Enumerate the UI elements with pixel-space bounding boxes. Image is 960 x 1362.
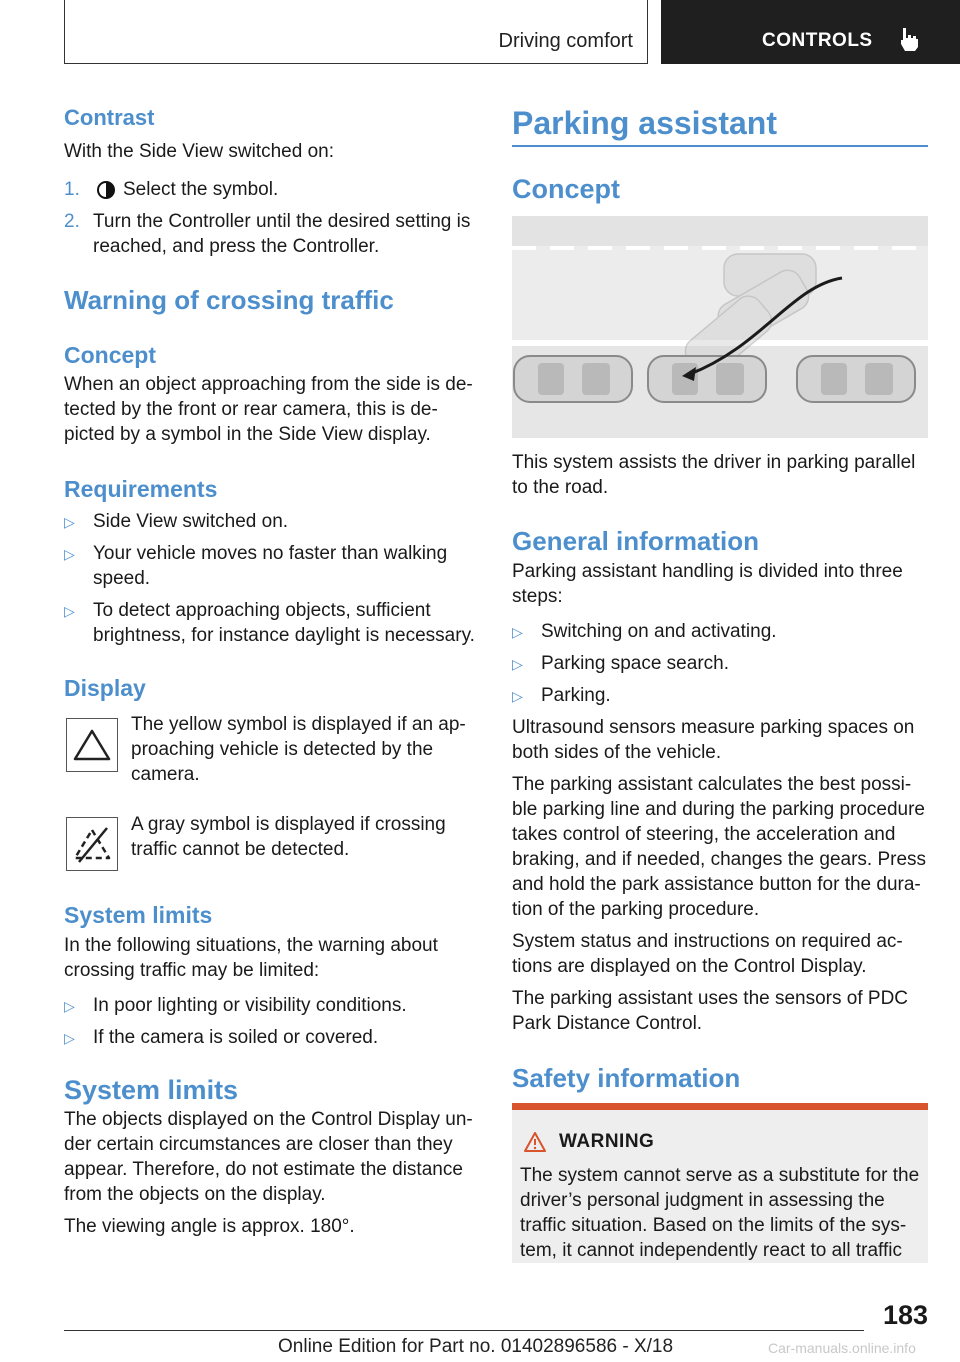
step-1-text: Select the symbol. xyxy=(123,179,279,200)
concept-line: When an object approaching from the side is de- xyxy=(64,374,473,395)
step-2 xyxy=(64,209,484,257)
concept-heading: Concept xyxy=(64,342,156,368)
warning-triangle-icon xyxy=(524,1132,546,1152)
status-text: tions are displayed on the Control Display. xyxy=(512,956,867,977)
requirement-text: To detect approaching objects, sufficient xyxy=(93,600,431,621)
bullet-triangle-icon: ▷ xyxy=(64,514,75,530)
limit-item xyxy=(64,993,407,1019)
system-limits-heading: System limits xyxy=(64,902,213,928)
requirement-item xyxy=(64,541,448,589)
edition-text: Online Edition for Part no. 01402896586 - X/18 xyxy=(278,1336,674,1357)
step-item xyxy=(512,651,729,677)
requirement-text: speed. xyxy=(93,568,151,589)
display-yellow-text: proaching vehicle is detected by the xyxy=(131,739,434,760)
watermark: Car-manuals.online.info xyxy=(768,1340,916,1356)
requirement-item xyxy=(64,509,289,535)
general-intro: Parking assistant handling is divided into three xyxy=(512,561,903,582)
procedure-text: takes control of steering, the acceleration and xyxy=(512,824,896,845)
warning-box xyxy=(512,1103,928,1263)
header-section-box xyxy=(64,0,648,64)
warning-text: driver’s personal judgment in assessing the xyxy=(520,1190,885,1211)
step-2-number: 2. xyxy=(64,211,80,232)
display-gray-text: A gray symbol is displayed if crossing xyxy=(131,814,446,835)
contrast-icon[interactable] xyxy=(96,180,116,200)
header-chapter-title: CONTROLS xyxy=(762,30,873,51)
bullet-triangle-icon: ▷ xyxy=(512,624,523,640)
limits-intro: crossing traffic may be limited: xyxy=(64,960,320,981)
bullet-triangle-icon: ▷ xyxy=(512,656,523,672)
contrast-intro: With the Side View switched on: xyxy=(64,141,335,162)
parallel-parking-illustration xyxy=(512,216,928,438)
warning-bar xyxy=(512,1103,928,1110)
procedure-text: braking, and if needed, changes the gears. Press xyxy=(512,849,927,870)
limits2-line: The objects displayed on the Control Display un- xyxy=(64,1109,473,1130)
warning-text: The system cannot serve as a substitute for the xyxy=(520,1165,920,1186)
bullet-triangle-icon: ▷ xyxy=(64,1030,75,1046)
pdc-text: Park Distance Control. xyxy=(512,1013,703,1034)
limits2-line: from the objects on the display. xyxy=(64,1184,326,1205)
viewing-angle-text: The viewing angle is approx. 180°. xyxy=(64,1216,355,1237)
requirements-heading: Requirements xyxy=(64,476,218,502)
warning-text: traffic situation. Based on the limits of the sys- xyxy=(520,1215,907,1236)
warning-label: WARNING xyxy=(559,1131,655,1152)
procedure-text: and hold the park assistance button for the dura- xyxy=(512,874,921,895)
page-number: 183 xyxy=(882,1300,928,1330)
bullet-triangle-icon: ▷ xyxy=(64,998,75,1014)
limit-text: In poor lighting or visibility conditions. xyxy=(93,995,407,1016)
step-text: Parking. xyxy=(541,685,611,706)
crossing-warning-icon xyxy=(66,718,118,772)
limits2-line: der certain circumstances are closer than they xyxy=(64,1134,453,1155)
ultrasound-text: both sides of the vehicle. xyxy=(512,742,722,763)
requirement-text: Side View switched on. xyxy=(93,511,289,532)
contrast-heading: Contrast xyxy=(64,105,155,130)
general-information-heading: General information xyxy=(512,526,760,556)
right-concept-heading: Concept xyxy=(512,174,620,204)
illustration-caption: This system assists the driver in parking parallel xyxy=(512,452,916,473)
step-2-line: reached, and press the Controller. xyxy=(93,236,380,257)
status-text: System status and instructions on required ac- xyxy=(512,931,903,952)
heading-rule xyxy=(512,145,928,147)
bullet-triangle-icon: ▷ xyxy=(64,603,75,619)
bullet-triangle-icon: ▷ xyxy=(64,546,75,562)
crossing-traffic-heading: Warning of crossing traffic xyxy=(64,285,394,315)
header-chapter-tab xyxy=(661,0,960,64)
step-1-number: 1. xyxy=(64,179,80,200)
limits2-line: appear. Therefore, do not estimate the distance xyxy=(64,1159,463,1180)
display-gray-text: traffic cannot be detected. xyxy=(131,839,350,860)
requirement-text: Your vehicle moves no faster than walking xyxy=(93,543,448,564)
requirement-item xyxy=(64,598,475,646)
limit-item xyxy=(64,1025,379,1051)
limit-text: If the camera is soiled or covered. xyxy=(93,1027,379,1048)
general-intro: steps: xyxy=(512,586,563,607)
pointing-hand-icon xyxy=(897,26,921,52)
bullet-triangle-icon: ▷ xyxy=(512,688,523,704)
step-text: Parking space search. xyxy=(541,653,729,674)
display-heading: Display xyxy=(64,675,146,701)
parking-assistant-heading: Parking assistant xyxy=(512,105,777,141)
concept-line: tected by the front or rear camera, this is de- xyxy=(64,399,438,420)
limits-intro: In the following situations, the warning about xyxy=(64,935,438,956)
procedure-text: ble parking line and during the parking procedure xyxy=(512,799,925,820)
step-item xyxy=(512,683,611,709)
procedure-text: The parking assistant calculates the best possi- xyxy=(512,774,912,795)
ultrasound-text: Ultrasound sensors measure parking spaces on xyxy=(512,717,915,738)
display-yellow-text: camera. xyxy=(131,764,200,785)
safety-information-heading: Safety information xyxy=(512,1063,741,1093)
step-item xyxy=(512,619,777,645)
illustration-caption: to the road. xyxy=(512,477,609,498)
warning-text: tem, it cannot independently react to all traffic xyxy=(520,1240,902,1261)
step-2-line: Turn the Controller until the desired setting is xyxy=(93,211,471,232)
crossing-unavailable-icon xyxy=(66,817,118,871)
display-yellow-text: The yellow symbol is displayed if an ap- xyxy=(131,714,466,735)
step-1 xyxy=(64,177,279,202)
system-limits-2-heading: System limits xyxy=(64,1075,239,1105)
procedure-text: tion of the parking procedure. xyxy=(512,899,760,920)
step-text: Switching on and activating. xyxy=(541,621,777,642)
footer-rule xyxy=(64,1330,864,1331)
concept-line: picted by a symbol in the Side View display. xyxy=(64,424,431,445)
pdc-text: The parking assistant uses the sensors of PDC xyxy=(512,988,909,1009)
requirement-text: brightness, for instance daylight is necessary. xyxy=(93,625,475,646)
header-section-title: Driving comfort xyxy=(498,30,633,52)
